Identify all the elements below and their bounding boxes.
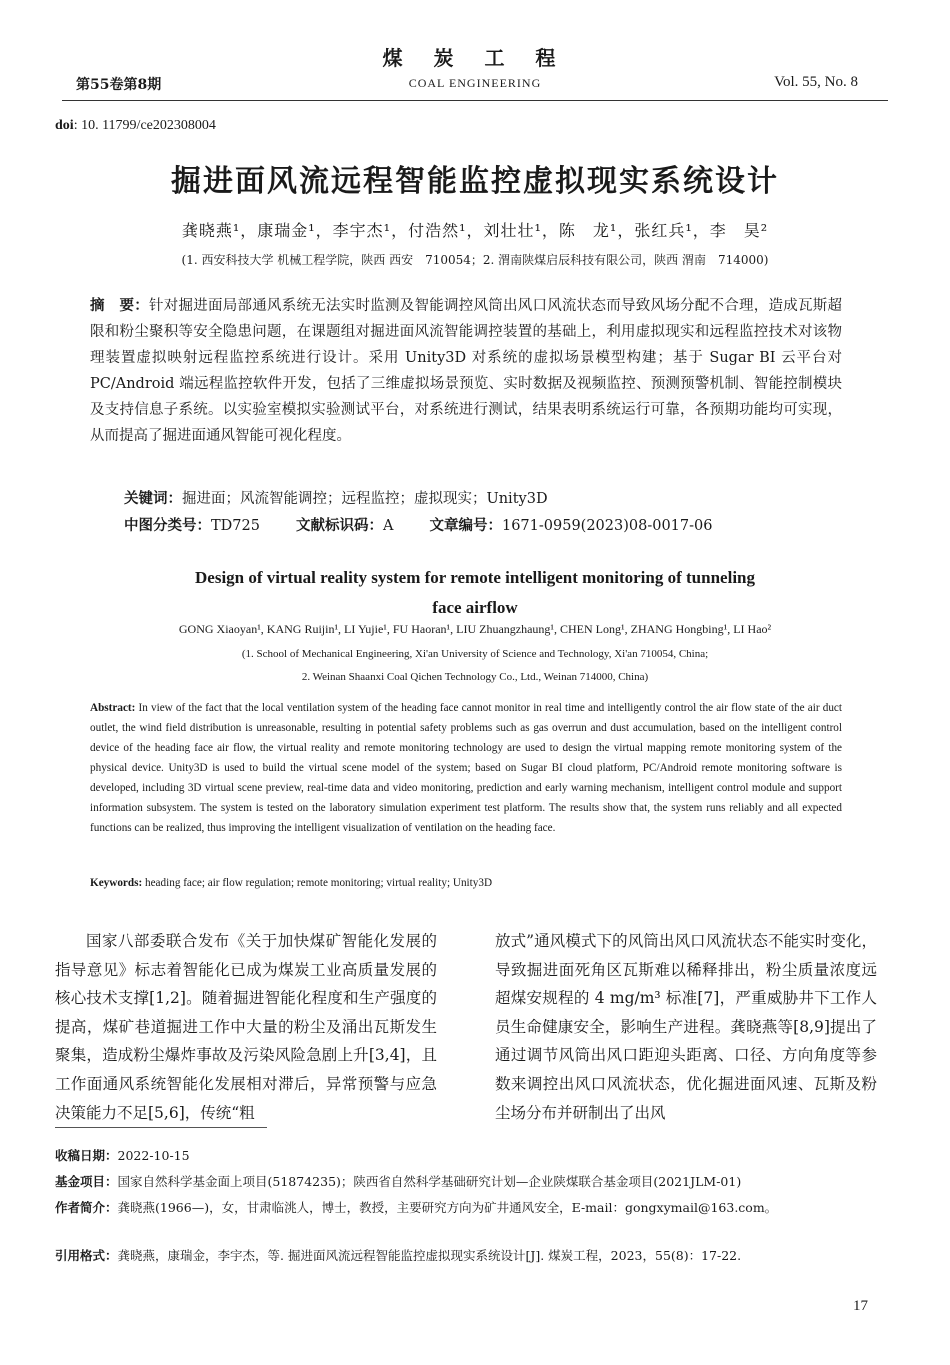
doi-line: doi: 10. 11799/ce202308004 <box>55 118 216 133</box>
keywords-cn <box>124 487 548 508</box>
affiliations-cn: (1. 西安科技大学 机械工程学院，陕西 西安 710054；2. 渭南陕煤启辰科技有限公司，陕西 渭南 714000) <box>181 253 769 267</box>
footnote-citation <box>55 1243 885 1269</box>
volume-issue-cn: 第55卷第8期 <box>76 77 162 93</box>
abstract-en-label: Abstract: <box>90 702 136 714</box>
abstract-cn-label: 摘 要： <box>90 298 149 314</box>
authors-cn: 龚晓燕¹，康瑞金¹，李宇杰¹，付浩然¹，刘壮壮¹，陈 龙¹，张红兵¹，李 昊² <box>181 221 769 240</box>
clc-value: TD725 <box>211 518 260 534</box>
abstract-en <box>90 698 842 838</box>
clc-label: 中图分类号： <box>124 518 211 534</box>
received-label: 收稿日期： <box>55 1148 118 1163</box>
received-value: 2022-10-15 <box>117 1148 190 1163</box>
keywords-cn-text: 掘进面；风流智能调控；远程监控；虚拟现实；Unity3D <box>182 491 548 507</box>
keywords-cn-label: 关键词： <box>124 491 182 507</box>
article-title-en: Design of virtual reality system for remote intelligent monitoring of tunneling face airflow <box>195 568 755 617</box>
header-divider <box>62 100 888 101</box>
volume-issue-en: Vol. 55, No. 8 <box>774 74 858 90</box>
journal-title-en: COAL ENGINEERING <box>408 76 542 90</box>
fund-label: 基金项目： <box>55 1174 118 1189</box>
author-label: 作者简介： <box>55 1200 118 1215</box>
author-value: 龚晓燕(1966—)，女，甘肃临洮人，博士，教授，主要研究方向为矿井通风安全，E-mail：gongxymail@163.com。 <box>117 1200 778 1215</box>
affiliation-en-1: (1. School of Mechanical Engineering, Xi'an University of Science and Technology, Xi'an 710054, China; <box>241 648 709 660</box>
abstract-en-text: In view of the fact that the local ventilation system of the heading face cannot monitor in real time and intelligently control the air flow state of the air duct outlet, the wind field distribution is unreasonable, resulting in potential safety problems such as gas overrun and dust accumulation, based on the intelligent control device of the heading face air flow, the virtual reality and remote monitoring technology are used to design the virtual mapping remote monitoring system of the physical device. Unity3D is used to build the virtual scene model of the system; based on Sugar BI cloud platform, PC/Android remote monitoring software is developed, including 3D virtual scene preview, real-time data and video monitoring, prediction and early warning mechanism, intelligent control module and support information subsystem. The system is tested on the laboratory simulation experiment test platform. The results show that, the system runs reliably and all expected functions can be realized, thus improving the intelligent visualization of ventilation on the heading face. <box>90 702 842 834</box>
abstract-cn-text: 针对掘进面局部通风系统无法实时监测及智能调控风筒出风口风流状态而导致风场分配不合理，造成瓦斯超限和粉尘聚积等安全隐患问题，在课题组对掘进面风流智能调控装置的基础上，利用虚拟现实和远程监控技术对该物理装置虚拟映射远程监控系统进行设计。采用 Unity3D 对系统的虚拟场景模型构建；基于 Sugar BI 云平台对 PC/Android 端远程监控软件开发，包括了三维虚拟场景预览、实时数据及视频监控、预测预警机制、智能控制模块及支持信息子系统。以实验室模拟实验测试平台，对系统进行测试，结果表明系统运行可靠，各预期功能均可实现，从而提高了掘进面通风智能可视化程度。 <box>90 298 842 444</box>
fund-value: 国家自然科学基金面上项目(51874235)；陕西省自然科学基础研究计划—企业陕煤联合基金项目(2021JLM-01) <box>117 1174 742 1189</box>
keywords-en-text: heading face; air flow regulation; remote monitoring; virtual reality; Unity3D <box>142 877 493 889</box>
body-column-right: 放式”通风模式下的风筒出风口风流状态不能实时变化，导致掘进面死角区瓦斯难以稀释排出，粉尘质量浓度远超煤安规程的 4 mg/m³ 标准[7]，严重威胁井下工作人员生命健康安全，影响生产进程。龚晓燕等[8,9]提出了通过调节风筒出风口距迎头距离、口径、方向角度等参数来调控出风口风流状态，优化掘进面风速、瓦斯及粉尘场分布并研制出了出风 <box>495 932 877 1122</box>
doi-label: doi <box>55 118 74 133</box>
body-column-left: 国家八部委联合发布《关于加快煤矿智能化发展的指导意见》标志着智能化已成为煤炭工业高质量发展的核心技术支撑[1,2]。随着掘进智能化程度和生产强度的提高，煤矿巷道掘进工作中大量的粉尘及涌出瓦斯发生聚集，造成粉尘爆炸事故及污染风险急剧上升[3,4]，且工作面通风系统智能化发展相对滞后，异常预警与应急决策能力不足[5,6]，传统“粗 <box>55 932 437 1122</box>
doi-value[interactable]: 10. 11799/ce202308004 <box>81 118 216 133</box>
authors-en: GONG Xiaoyan¹, KANG Ruijin¹, LI Yujie¹, FU Haoran¹, LIU Zhuangzhaung¹, CHEN Long¹, ZHANG Hongbing¹, LI Hao² <box>178 622 772 636</box>
article-number-label: 文章编号： <box>429 518 502 534</box>
journal-title-cn: 煤 炭 工 程 <box>382 46 568 70</box>
citation-label: 引用格式： <box>55 1248 118 1263</box>
doc-code-value: A <box>382 518 394 534</box>
citation-value: 龚晓燕，康瑞金，李宇杰，等. 掘进面风流远程智能监控虚拟现实系统设计[J]. 煤炭工程，2023，55(8)：17-22. <box>117 1248 742 1263</box>
article-title-cn: 掘进面风流远程智能监控虚拟现实系统设计 <box>171 164 779 199</box>
classification-line <box>124 514 713 535</box>
footnote-received <box>55 1143 885 1169</box>
footnote-fund <box>55 1169 885 1195</box>
keywords-en-label: Keywords: <box>90 877 143 889</box>
abstract-cn <box>90 293 842 449</box>
affiliation-en-2: 2. Weinan Shaanxi Coal Qichen Technology Co., Ltd., Weinan 714000, China) <box>301 671 649 683</box>
footnote-author <box>55 1195 885 1221</box>
footnote-divider <box>55 1127 267 1128</box>
keywords-en <box>90 877 492 889</box>
article-number-value: 1671-0959(2023)08-0017-06 <box>501 518 713 534</box>
page-number: 17 <box>853 1298 868 1314</box>
doc-code-label: 文献标识码： <box>295 518 383 534</box>
